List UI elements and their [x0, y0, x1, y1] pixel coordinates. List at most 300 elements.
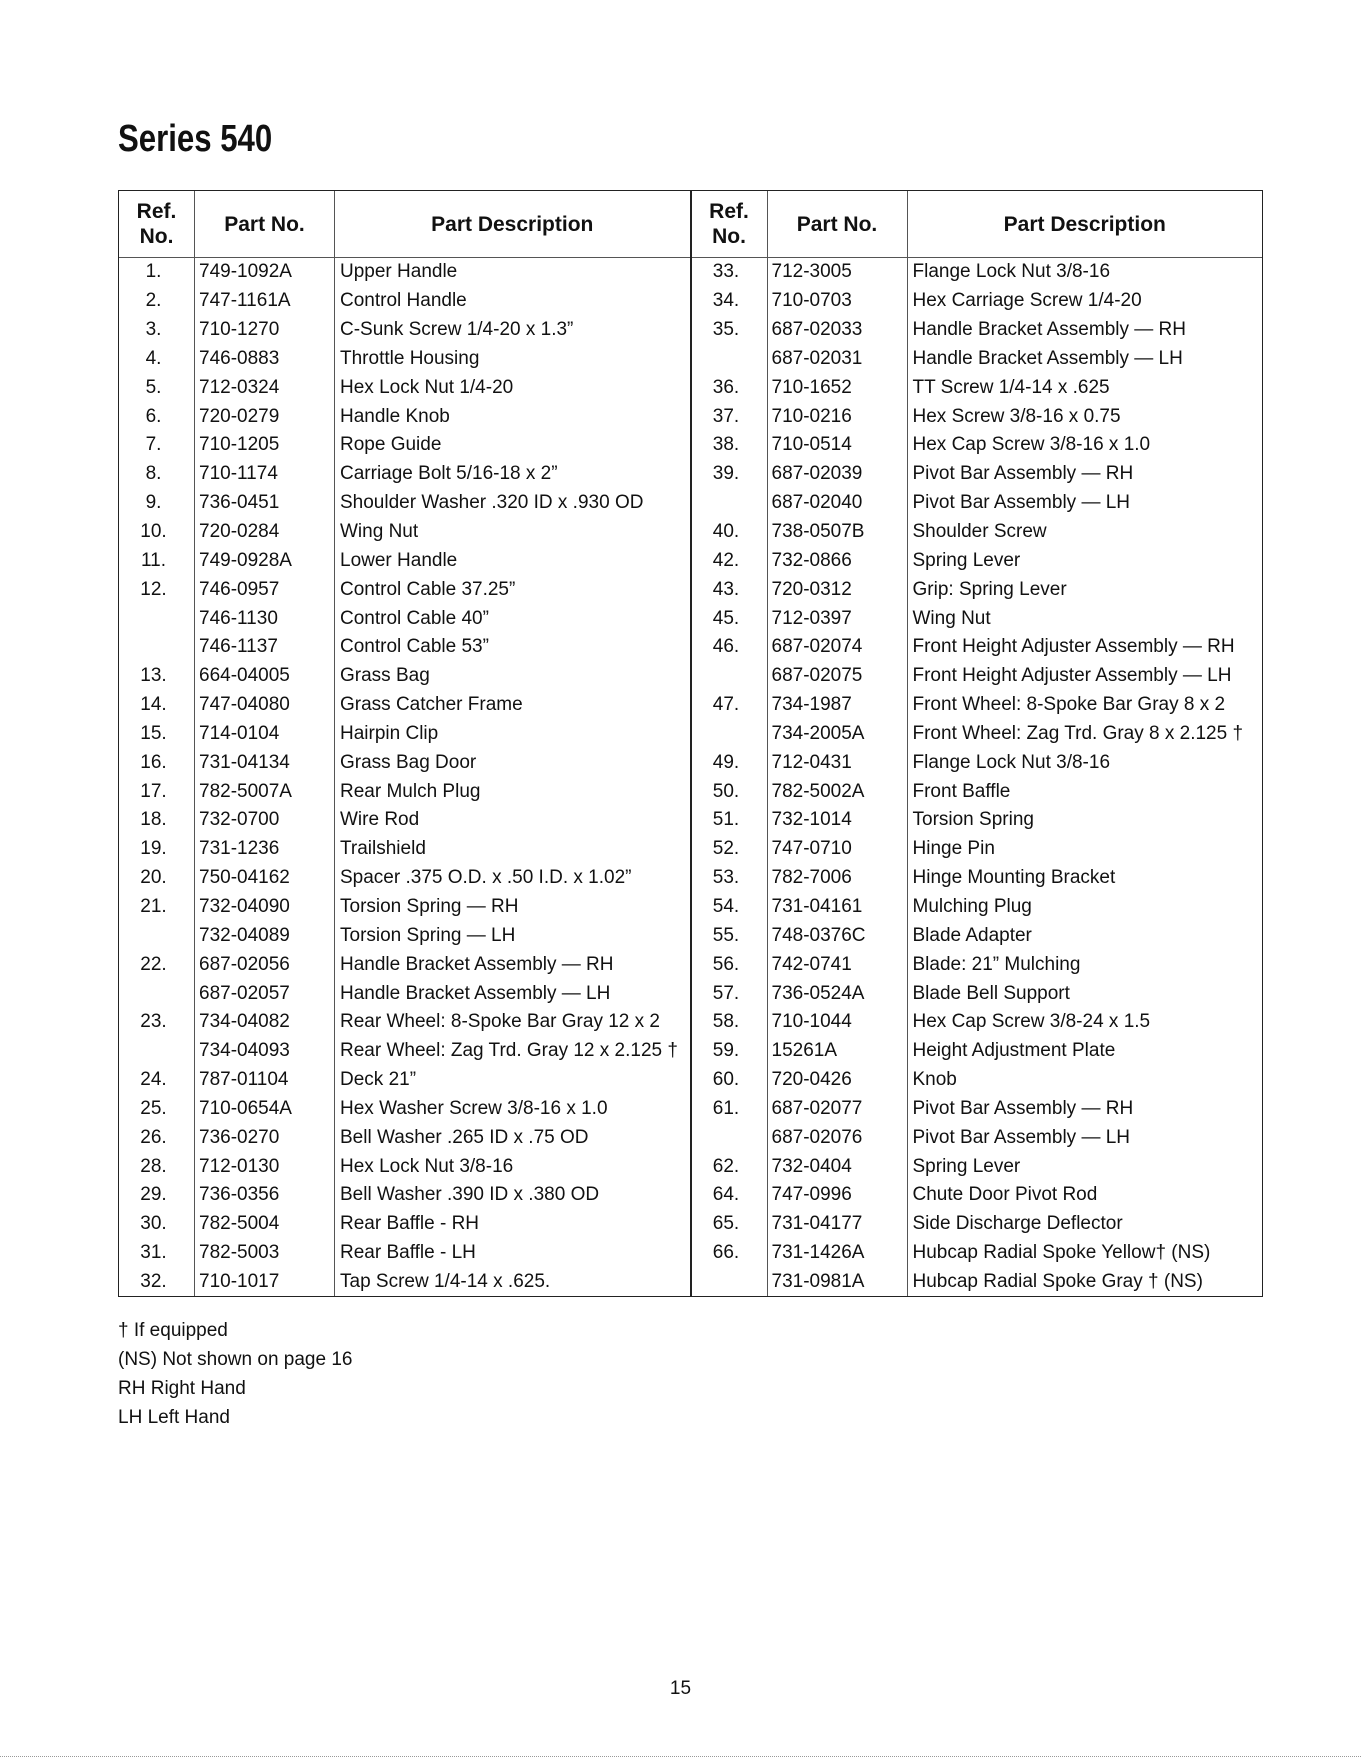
header-ref-no	[119, 191, 195, 257]
ref-number	[692, 1268, 768, 1297]
footnote: RH Right Hand	[118, 1378, 246, 1399]
part-description: Hubcap Radial Spoke Yellow† (NS)	[912, 1242, 1211, 1264]
table-row	[119, 546, 690, 575]
part-number: 720-0426	[768, 1066, 908, 1095]
ref-number: 6.	[119, 402, 195, 431]
ref-number: 35.	[692, 316, 768, 345]
part-number: 736-0356	[195, 1181, 335, 1210]
page-title: Series 540	[118, 118, 273, 160]
part-description: Pivot Bar Assembly — RH	[912, 463, 1134, 485]
part-number: 710-1174	[195, 460, 335, 489]
part-number: 782-7006	[768, 864, 908, 893]
ref-number: 2.	[119, 287, 195, 316]
part-description: Flange Lock Nut 3/8-16	[912, 261, 1111, 283]
ref-number: 45.	[692, 604, 768, 633]
part-number: 687-02074	[768, 633, 908, 662]
footnote: LH Left Hand	[118, 1407, 230, 1428]
table-row	[692, 921, 1263, 950]
part-description: Spring Lever	[912, 1155, 1021, 1177]
table-row	[692, 604, 1263, 633]
part-description: Hinge Pin	[912, 838, 995, 860]
table-row	[119, 489, 690, 518]
ref-number: 33.	[692, 258, 768, 287]
part-number: 15261A	[768, 1037, 908, 1066]
table-row	[119, 1037, 690, 1066]
part-number: 782-5007A	[195, 777, 335, 806]
table-row	[692, 1066, 1263, 1095]
part-description: Hairpin Clip	[340, 722, 439, 744]
table-row	[119, 1239, 690, 1268]
table-row	[119, 1210, 690, 1239]
table-row	[119, 1181, 690, 1210]
part-description: Control Cable 40”	[340, 607, 489, 629]
ref-number: 59.	[692, 1037, 768, 1066]
ref-number: 34.	[692, 287, 768, 316]
ref-number: 11.	[119, 546, 195, 575]
part-description: Front Wheel: 8-Spoke Bar Gray 8 x 2	[912, 694, 1226, 716]
part-number: 749-0928A	[195, 546, 335, 575]
part-number: 687-02033	[768, 316, 908, 345]
part-description: Front Wheel: Zag Trd. Gray 8 x 2.125 †	[912, 722, 1244, 744]
part-number: 710-1270	[195, 316, 335, 345]
ref-number: 51.	[692, 806, 768, 835]
part-description: Torsion Spring — LH	[340, 924, 516, 946]
ref-number: 64.	[692, 1181, 768, 1210]
header-part-description: Part Description	[431, 212, 594, 236]
part-number: 712-0324	[195, 373, 335, 402]
table-row	[692, 489, 1263, 518]
page-bottom-rule	[0, 1756, 1361, 1757]
part-description: Control Cable 37.25”	[340, 578, 516, 600]
part-number: 714-0104	[195, 720, 335, 749]
part-number: 720-0284	[195, 518, 335, 547]
part-number: 782-5002A	[768, 777, 908, 806]
footnote: (NS) Not shown on page 16	[118, 1349, 353, 1370]
part-description: Handle Bracket Assembly — LH	[340, 982, 611, 1004]
part-description: Trailshield	[340, 838, 426, 860]
ref-number: 17.	[119, 777, 195, 806]
table-row	[692, 691, 1263, 720]
header-ref-no-label: Ref. No.	[709, 200, 749, 248]
parts-table-left	[119, 191, 692, 1296]
part-description: Hex Cap Screw 3/8-16 x 1.0	[912, 434, 1151, 456]
header-part-no: Part No.	[195, 191, 335, 257]
left-rows	[119, 258, 690, 1296]
part-description: Torsion Spring — RH	[340, 895, 519, 917]
part-number: 782-5003	[195, 1239, 335, 1268]
ref-number	[119, 633, 195, 662]
part-description: Hubcap Radial Spoke Gray † (NS)	[912, 1270, 1203, 1292]
ref-number: 37.	[692, 402, 768, 431]
part-number: 712-0130	[195, 1152, 335, 1181]
part-description: Handle Bracket Assembly — RH	[340, 953, 614, 975]
ref-number: 55.	[692, 921, 768, 950]
ref-number: 14.	[119, 691, 195, 720]
ref-number: 7.	[119, 431, 195, 460]
part-description: Rear Baffle - RH	[340, 1213, 480, 1235]
ref-number: 65.	[692, 1210, 768, 1239]
table-row	[692, 518, 1263, 547]
part-number: 710-1044	[768, 1008, 908, 1037]
part-number: 687-02056	[195, 950, 335, 979]
ref-number	[692, 345, 768, 374]
part-description: Carriage Bolt 5/16-18 x 2”	[340, 463, 558, 485]
ref-number: 20.	[119, 864, 195, 893]
ref-number: 28.	[119, 1152, 195, 1181]
table-row	[119, 893, 690, 922]
part-number: 712-0431	[768, 748, 908, 777]
part-description: Blade Bell Support	[912, 982, 1070, 1004]
part-description: Hex Washer Screw 3/8-16 x 1.0	[340, 1097, 608, 1119]
ref-number	[692, 662, 768, 691]
table-row	[692, 748, 1263, 777]
part-description: Hex Lock Nut 1/4-20	[340, 376, 514, 398]
ref-number: 30.	[119, 1210, 195, 1239]
part-number: 710-1017	[195, 1268, 335, 1297]
table-row	[692, 1239, 1263, 1268]
part-description: Spacer .375 O.D. x .50 I.D. x 1.02”	[340, 867, 632, 889]
part-description: Shoulder Screw	[912, 521, 1047, 543]
part-description: Wing Nut	[912, 607, 991, 629]
table-row	[692, 1268, 1263, 1297]
ref-number: 52.	[692, 835, 768, 864]
ref-number: 31.	[119, 1239, 195, 1268]
table-row	[692, 1123, 1263, 1152]
part-number: 732-0404	[768, 1152, 908, 1181]
page-number: 15	[669, 1678, 692, 1699]
part-description: Bell Washer .390 ID x .380 OD	[340, 1184, 600, 1206]
table-row	[692, 460, 1263, 489]
part-number: 787-01104	[195, 1066, 335, 1095]
table-row	[692, 575, 1263, 604]
table-header-row	[692, 191, 1263, 258]
part-number: 712-3005	[768, 258, 908, 287]
table-row	[119, 373, 690, 402]
part-description: Hinge Mounting Bracket	[912, 867, 1116, 889]
table-row	[119, 1152, 690, 1181]
table-row	[119, 1094, 690, 1123]
table-row	[119, 633, 690, 662]
part-number: 747-0996	[768, 1181, 908, 1210]
table-row	[692, 402, 1263, 431]
part-description: Wing Nut	[340, 521, 419, 543]
part-description: Front Height Adjuster Assembly — RH	[912, 636, 1235, 658]
table-row	[119, 287, 690, 316]
part-description: Knob	[912, 1069, 957, 1091]
part-number: 720-0312	[768, 575, 908, 604]
part-number: 738-0507B	[768, 518, 908, 547]
part-description: Throttle Housing	[340, 347, 480, 369]
table-row	[692, 258, 1263, 287]
part-number: 732-1014	[768, 806, 908, 835]
table-row	[692, 546, 1263, 575]
table-row	[692, 950, 1263, 979]
ref-number: 1.	[119, 258, 195, 287]
parts-table	[118, 190, 1263, 1297]
part-number: 746-1130	[195, 604, 335, 633]
ref-number: 22.	[119, 950, 195, 979]
table-row	[692, 720, 1263, 749]
part-number: 687-02076	[768, 1123, 908, 1152]
table-row	[119, 431, 690, 460]
part-description: TT Screw 1/4-14 x .625	[912, 376, 1110, 398]
ref-number	[119, 1037, 195, 1066]
ref-number: 15.	[119, 720, 195, 749]
part-number: 687-02075	[768, 662, 908, 691]
table-row	[119, 979, 690, 1008]
table-row	[692, 1210, 1263, 1239]
ref-number: 49.	[692, 748, 768, 777]
ref-number: 40.	[692, 518, 768, 547]
ref-number: 24.	[119, 1066, 195, 1095]
table-row	[692, 777, 1263, 806]
part-description: Rear Mulch Plug	[340, 780, 481, 802]
ref-number: 8.	[119, 460, 195, 489]
part-description: Spring Lever	[912, 549, 1021, 571]
table-row	[692, 373, 1263, 402]
ref-number: 4.	[119, 345, 195, 374]
part-number: 734-04082	[195, 1008, 335, 1037]
part-description: Tap Screw 1/4-14 x .625.	[340, 1270, 551, 1292]
ref-number	[119, 979, 195, 1008]
ref-number	[119, 921, 195, 950]
right-rows	[692, 258, 1263, 1296]
part-description: Rear Wheel: Zag Trd. Gray 12 x 2.125 †	[340, 1040, 678, 1062]
ref-number: 21.	[119, 893, 195, 922]
table-row	[692, 431, 1263, 460]
part-description: Pivot Bar Assembly — RH	[912, 1097, 1134, 1119]
part-number: 747-04080	[195, 691, 335, 720]
part-description: Pivot Bar Assembly — LH	[912, 1126, 1131, 1148]
part-description: Grass Bag Door	[340, 751, 477, 773]
table-row	[119, 1123, 690, 1152]
part-number: 747-1161A	[195, 287, 335, 316]
ref-number: 54.	[692, 893, 768, 922]
part-description: Blade Adapter	[912, 924, 1032, 946]
table-row	[119, 316, 690, 345]
part-number: 687-02031	[768, 345, 908, 374]
part-number: 687-02039	[768, 460, 908, 489]
part-number: 710-1652	[768, 373, 908, 402]
table-row	[119, 662, 690, 691]
table-row	[692, 1037, 1263, 1066]
ref-number: 62.	[692, 1152, 768, 1181]
part-number: 731-0981A	[768, 1268, 908, 1297]
part-description: Height Adjustment Plate	[912, 1040, 1116, 1062]
table-row	[119, 1268, 690, 1297]
ref-number: 16.	[119, 748, 195, 777]
table-row	[692, 287, 1263, 316]
part-description: Rear Baffle - LH	[340, 1242, 476, 1264]
part-number: 748-0376C	[768, 921, 908, 950]
ref-number: 10.	[119, 518, 195, 547]
ref-number: 23.	[119, 1008, 195, 1037]
part-number: 746-0957	[195, 575, 335, 604]
ref-number: 36.	[692, 373, 768, 402]
table-row	[119, 575, 690, 604]
part-description: Hex Screw 3/8-16 x 0.75	[912, 405, 1121, 427]
part-description: Hex Cap Screw 3/8-24 x 1.5	[912, 1011, 1151, 1033]
ref-number: 32.	[119, 1268, 195, 1297]
table-row	[692, 316, 1263, 345]
part-number: 687-02040	[768, 489, 908, 518]
table-row	[119, 604, 690, 633]
table-row	[119, 777, 690, 806]
ref-number: 60.	[692, 1066, 768, 1095]
ref-number: 50.	[692, 777, 768, 806]
table-row	[119, 691, 690, 720]
part-description: Torsion Spring	[912, 809, 1034, 831]
part-number: 731-04177	[768, 1210, 908, 1239]
ref-number: 19.	[119, 835, 195, 864]
table-row	[119, 345, 690, 374]
ref-number: 25.	[119, 1094, 195, 1123]
table-row	[119, 806, 690, 835]
table-header-row	[119, 191, 690, 258]
part-number: 750-04162	[195, 864, 335, 893]
ref-number: 13.	[119, 662, 195, 691]
ref-number	[119, 604, 195, 633]
table-row	[692, 806, 1263, 835]
part-description: Hex Lock Nut 3/8-16	[340, 1155, 514, 1177]
table-row	[119, 1066, 690, 1095]
ref-number: 18.	[119, 806, 195, 835]
part-number: 749-1092A	[195, 258, 335, 287]
ref-number	[692, 489, 768, 518]
part-number: 746-1137	[195, 633, 335, 662]
ref-number: 57.	[692, 979, 768, 1008]
ref-number: 47.	[692, 691, 768, 720]
part-description: Bell Washer .265 ID x .75 OD	[340, 1126, 589, 1148]
part-description: Pivot Bar Assembly — LH	[912, 492, 1131, 514]
part-number: 731-04161	[768, 893, 908, 922]
ref-number	[692, 1123, 768, 1152]
part-description: Grip: Spring Lever	[912, 578, 1067, 600]
table-row	[692, 1152, 1263, 1181]
part-description: Rope Guide	[340, 434, 442, 456]
part-description: Shoulder Washer .320 ID x .930 OD	[340, 492, 644, 514]
table-row	[692, 1181, 1263, 1210]
part-description: Upper Handle	[340, 261, 458, 283]
ref-number: 61.	[692, 1094, 768, 1123]
part-number: 732-0700	[195, 806, 335, 835]
ref-number: 38.	[692, 431, 768, 460]
ref-number: 3.	[119, 316, 195, 345]
part-description: Chute Door Pivot Rod	[912, 1184, 1098, 1206]
header-part-no: Part No.	[768, 191, 908, 257]
part-number: 710-0654A	[195, 1094, 335, 1123]
part-number: 712-0397	[768, 604, 908, 633]
part-description: Wire Rod	[340, 809, 420, 831]
part-number: 732-04090	[195, 893, 335, 922]
part-description: Front Height Adjuster Assembly — LH	[912, 665, 1232, 687]
part-number: 736-0270	[195, 1123, 335, 1152]
footnotes	[118, 1316, 352, 1432]
table-row	[119, 748, 690, 777]
table-row	[119, 460, 690, 489]
ref-number: 26.	[119, 1123, 195, 1152]
ref-number	[692, 720, 768, 749]
part-number: 687-02057	[195, 979, 335, 1008]
table-row	[119, 258, 690, 287]
part-description: Deck 21”	[340, 1069, 417, 1091]
part-description: Hex Carriage Screw 1/4-20	[912, 290, 1142, 312]
table-row	[119, 402, 690, 431]
ref-number: 39.	[692, 460, 768, 489]
table-row	[692, 1008, 1263, 1037]
part-description: Handle Bracket Assembly — RH	[912, 319, 1186, 341]
ref-number: 56.	[692, 950, 768, 979]
part-number: 732-04089	[195, 921, 335, 950]
table-row	[692, 979, 1263, 1008]
header-part-description: Part Description	[1003, 212, 1166, 236]
table-row	[119, 950, 690, 979]
part-number: 720-0279	[195, 402, 335, 431]
part-number: 734-2005A	[768, 720, 908, 749]
header-ref-no	[692, 191, 768, 257]
part-number: 732-0866	[768, 546, 908, 575]
part-number: 746-0883	[195, 345, 335, 374]
table-row	[119, 518, 690, 547]
part-description: Lower Handle	[340, 549, 458, 571]
part-description: Handle Bracket Assembly — LH	[912, 347, 1183, 369]
ref-number: 58.	[692, 1008, 768, 1037]
part-description: Mulching Plug	[912, 895, 1032, 917]
part-number: 731-1236	[195, 835, 335, 864]
ref-number: 42.	[692, 546, 768, 575]
part-number: 747-0710	[768, 835, 908, 864]
part-number: 782-5004	[195, 1210, 335, 1239]
part-number: 731-1426A	[768, 1239, 908, 1268]
part-description: C-Sunk Screw 1/4-20 x 1.3”	[340, 319, 574, 341]
part-number: 687-02077	[768, 1094, 908, 1123]
part-number: 734-1987	[768, 691, 908, 720]
ref-number: 5.	[119, 373, 195, 402]
ref-number: 9.	[119, 489, 195, 518]
table-row	[692, 662, 1263, 691]
table-row	[119, 1008, 690, 1037]
part-number: 664-04005	[195, 662, 335, 691]
part-number: 710-0703	[768, 287, 908, 316]
part-description: Grass Catcher Frame	[340, 694, 523, 716]
ref-number: 43.	[692, 575, 768, 604]
part-description: Side Discharge Deflector	[912, 1213, 1123, 1235]
part-number: 710-0514	[768, 431, 908, 460]
header-ref-no-label: Ref. No.	[136, 200, 177, 248]
part-number: 710-0216	[768, 402, 908, 431]
part-number: 734-04093	[195, 1037, 335, 1066]
footnote: † If equipped	[118, 1320, 228, 1341]
parts-table-right	[692, 191, 1263, 1296]
part-description: Front Baffle	[912, 780, 1011, 802]
part-description: Handle Knob	[340, 405, 450, 427]
table-row	[692, 633, 1263, 662]
part-description: Rear Wheel: 8-Spoke Bar Gray 12 x 2	[340, 1011, 660, 1033]
table-row	[692, 893, 1263, 922]
part-description: Control Handle	[340, 290, 467, 312]
part-description: Blade: 21” Mulching	[912, 953, 1081, 975]
table-row	[692, 345, 1263, 374]
ref-number: 53.	[692, 864, 768, 893]
part-description: Control Cable 53”	[340, 636, 489, 658]
table-row	[119, 720, 690, 749]
ref-number: 46.	[692, 633, 768, 662]
part-number: 736-0524A	[768, 979, 908, 1008]
table-row	[692, 1094, 1263, 1123]
part-number: 742-0741	[768, 950, 908, 979]
part-number: 736-0451	[195, 489, 335, 518]
part-number: 710-1205	[195, 431, 335, 460]
